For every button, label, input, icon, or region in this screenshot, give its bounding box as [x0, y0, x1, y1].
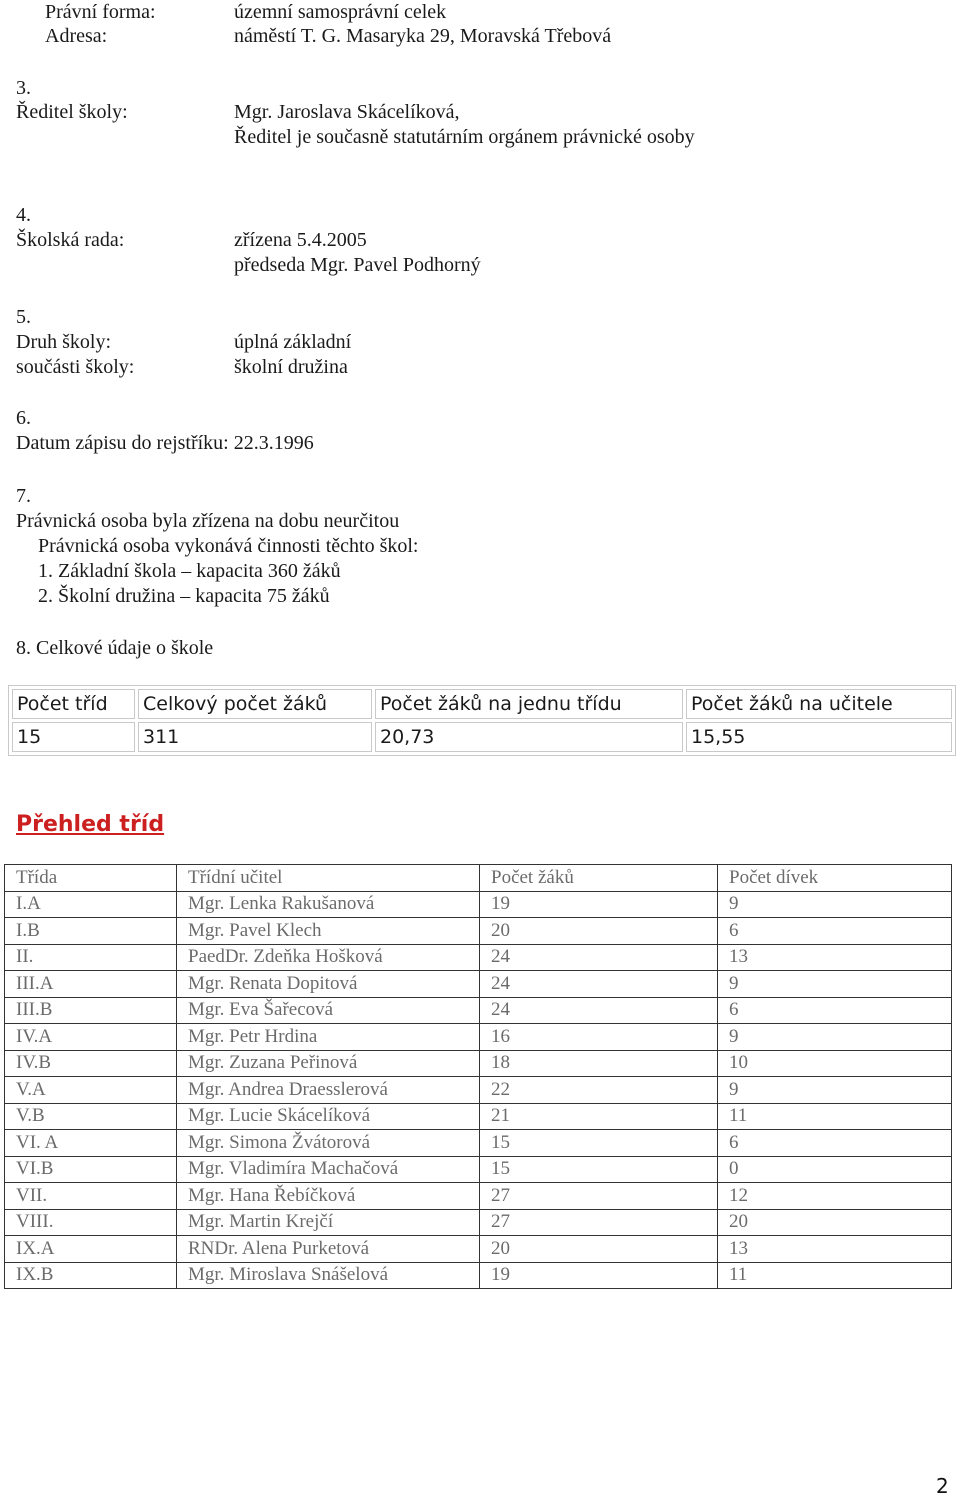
activity-after-school: 2. Školní družina – kapacita 75 žáků [38, 585, 330, 607]
class-name-cell: VI.B [5, 1156, 177, 1183]
school-board-chair: předseda Mgr. Pavel Podhorný [234, 254, 481, 276]
school-board-label: Školská rada: [16, 229, 125, 251]
student-count-cell: 21 [480, 1103, 718, 1130]
girls-count-cell: 9 [718, 971, 952, 998]
girls-count-cell: 9 [718, 891, 952, 918]
school-parts-value: školní družina [234, 356, 348, 378]
class-teacher-cell: Mgr. Andrea Draesslerová [177, 1077, 480, 1104]
school-parts-label: součásti školy: [16, 356, 135, 378]
student-count-cell: 27 [480, 1183, 718, 1210]
student-count-cell: 18 [480, 1050, 718, 1077]
girls-count-cell: 12 [718, 1183, 952, 1210]
student-count-cell: 24 [480, 944, 718, 971]
class-teacher-cell: Mgr. Hana Řebíčková [177, 1183, 480, 1210]
girls-count-cell: 6 [718, 997, 952, 1024]
class-header-cell: Počet dívek [718, 865, 952, 892]
page-number: 2 [936, 1474, 949, 1498]
section-4-number: 4. [16, 204, 31, 226]
summary-header-cell: Celkový počet žáků [138, 689, 372, 719]
class-name-cell: II. [5, 944, 177, 971]
class-table-header [5, 865, 952, 892]
table-row [5, 1236, 952, 1263]
summary-value-cell: 311 [138, 722, 372, 752]
summary-value-cell: 20,73 [375, 722, 683, 752]
summary-header-cell: Počet žáků na učitele [686, 689, 952, 719]
class-teacher-cell: Mgr. Simona Žvátorová [177, 1130, 480, 1157]
table-row [5, 944, 952, 971]
legal-form-label: Právní forma: [45, 1, 156, 23]
class-overview-table [4, 864, 952, 1289]
section-5-number: 5. [16, 306, 31, 328]
section-6-number: 6. [16, 407, 31, 429]
class-overview-title: Přehled tříd [16, 812, 165, 837]
establishment-term: Právnická osoba byla zřízena na dobu neurčitou [16, 510, 400, 532]
student-count-cell: 20 [480, 1236, 718, 1263]
class-teacher-cell: Mgr. Miroslava Snášelová [177, 1262, 480, 1289]
student-count-cell: 15 [480, 1130, 718, 1157]
girls-count-cell: 6 [718, 1130, 952, 1157]
table-row [5, 1130, 952, 1157]
class-teacher-cell: Mgr. Vladimíra Machačová [177, 1156, 480, 1183]
registry-date: Datum zápisu do rejstříku: 22.3.1996 [16, 432, 314, 454]
class-name-cell: IV.A [5, 1024, 177, 1051]
girls-count-cell: 6 [718, 918, 952, 945]
school-type-label: Druh školy: [16, 331, 111, 353]
summary-value-cell: 15,55 [686, 722, 952, 752]
class-teacher-cell: Mgr. Zuzana Peřinová [177, 1050, 480, 1077]
class-header-cell: Třída [5, 865, 177, 892]
activities-intro: Právnická osoba vykonává činnosti těchto škol: [38, 535, 419, 557]
table-row [5, 891, 952, 918]
class-name-cell: V.A [5, 1077, 177, 1104]
class-teacher-cell: Mgr. Pavel Klech [177, 918, 480, 945]
student-count-cell: 16 [480, 1024, 718, 1051]
girls-count-cell: 11 [718, 1103, 952, 1130]
table-row [5, 1183, 952, 1210]
summary-header-cell: Počet tříd [12, 689, 135, 719]
student-count-cell: 24 [480, 971, 718, 998]
table-row [5, 1262, 952, 1289]
summary-table [8, 685, 956, 756]
director-note: Ředitel je současně statutárním orgánem právnické osoby [234, 126, 695, 148]
class-name-cell: I.B [5, 918, 177, 945]
class-name-cell: III.A [5, 971, 177, 998]
table-row [5, 971, 952, 998]
overall-data-title: 8. Celkové údaje o škole [16, 637, 214, 659]
director-name: Mgr. Jaroslava Skácelíková, [234, 101, 460, 123]
address-label: Adresa: [45, 25, 108, 47]
student-count-cell: 19 [480, 891, 718, 918]
girls-count-cell: 9 [718, 1024, 952, 1051]
table-row [5, 1050, 952, 1077]
director-label: Ředitel školy: [16, 101, 128, 123]
class-name-cell: I.A [5, 891, 177, 918]
class-teacher-cell: Mgr. Renata Dopitová [177, 971, 480, 998]
class-teacher-cell: Mgr. Martin Krejčí [177, 1209, 480, 1236]
section-7-number: 7. [16, 485, 31, 507]
class-name-cell: IX.B [5, 1262, 177, 1289]
student-count-cell: 19 [480, 1262, 718, 1289]
school-board-established: zřízena 5.4.2005 [234, 229, 367, 251]
student-count-cell: 22 [480, 1077, 718, 1104]
class-teacher-cell: RNDr. Alena Purketová [177, 1236, 480, 1263]
class-name-cell: IV.B [5, 1050, 177, 1077]
class-name-cell: VI. A [5, 1130, 177, 1157]
summary-value-row [12, 722, 952, 752]
section-3-number: 3. [16, 77, 31, 99]
student-count-cell: 27 [480, 1209, 718, 1236]
girls-count-cell: 20 [718, 1209, 952, 1236]
class-teacher-cell: Mgr. Lucie Skácelíková [177, 1103, 480, 1130]
class-name-cell: III.B [5, 997, 177, 1024]
class-name-cell: V.B [5, 1103, 177, 1130]
student-count-cell: 20 [480, 918, 718, 945]
student-count-cell: 15 [480, 1156, 718, 1183]
class-header-cell: Počet žáků [480, 865, 718, 892]
table-row [5, 1024, 952, 1051]
address-value: náměstí T. G. Masaryka 29, Moravská Třebová [234, 25, 612, 47]
table-row [5, 1103, 952, 1130]
summary-header-row [12, 689, 952, 719]
table-row [5, 1077, 952, 1104]
legal-form-value: územní samosprávní celek [234, 1, 447, 23]
girls-count-cell: 13 [718, 1236, 952, 1263]
girls-count-cell: 11 [718, 1262, 952, 1289]
class-name-cell: VIII. [5, 1209, 177, 1236]
class-teacher-cell: Mgr. Petr Hrdina [177, 1024, 480, 1051]
girls-count-cell: 13 [718, 944, 952, 971]
girls-count-cell: 10 [718, 1050, 952, 1077]
class-teacher-cell: Mgr. Lenka Rakušanová [177, 891, 480, 918]
summary-header-cell: Počet žáků na jednu třídu [375, 689, 683, 719]
girls-count-cell: 0 [718, 1156, 952, 1183]
table-row [5, 1209, 952, 1236]
summary-value-cell: 15 [12, 722, 135, 752]
class-teacher-cell: Mgr. Eva Šařecová [177, 997, 480, 1024]
class-name-cell: VII. [5, 1183, 177, 1210]
class-teacher-cell: PaedDr. Zdeňka Hošková [177, 944, 480, 971]
school-type-value: úplná základní [234, 331, 352, 353]
activity-primary-school: 1. Základní škola – kapacita 360 žáků [38, 560, 341, 582]
table-row [5, 918, 952, 945]
table-row [5, 997, 952, 1024]
table-row [5, 1156, 952, 1183]
girls-count-cell: 9 [718, 1077, 952, 1104]
class-name-cell: IX.A [5, 1236, 177, 1263]
student-count-cell: 24 [480, 997, 718, 1024]
class-header-cell: Třídní učitel [177, 865, 480, 892]
